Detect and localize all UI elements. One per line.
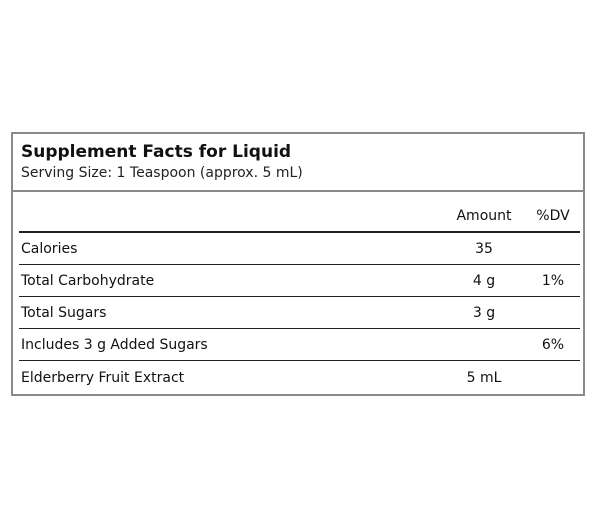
table-row-elderberry-extract	[19, 361, 580, 393]
nutrient-amount: 35	[475, 241, 493, 257]
facts-header	[13, 134, 583, 192]
serving-size: Serving Size: 1 Teaspoon (approx. 5 mL)	[21, 165, 303, 181]
table-row-added-sugars	[19, 329, 580, 361]
column-header-row	[19, 192, 580, 233]
nutrient-dv: 6%	[541, 337, 565, 353]
nutrient-amount: 5 mL	[466, 370, 502, 386]
nutrient-dv: 1%	[541, 273, 565, 289]
table-row-total-sugars	[19, 297, 580, 329]
nutrient-name: Total Sugars	[21, 305, 107, 321]
supplement-facts-panel	[11, 132, 585, 396]
facts-title: Supplement Facts for Liquid	[21, 142, 292, 162]
table-row-total-carbohydrate	[19, 265, 580, 297]
nutrient-name: Calories	[21, 241, 78, 257]
nutrient-name: Includes 3 g Added Sugars	[21, 337, 208, 353]
nutrient-name: Elderberry Fruit Extract	[21, 370, 185, 386]
nutrient-amount: 4 g	[472, 273, 496, 289]
amount-column-header: Amount	[456, 208, 512, 224]
nutrient-name: Total Carbohydrate	[21, 273, 155, 289]
facts-table	[13, 192, 583, 393]
nutrient-amount: 3 g	[472, 305, 496, 321]
table-row-calories	[19, 233, 580, 265]
dv-column-header: %DV	[536, 208, 570, 224]
